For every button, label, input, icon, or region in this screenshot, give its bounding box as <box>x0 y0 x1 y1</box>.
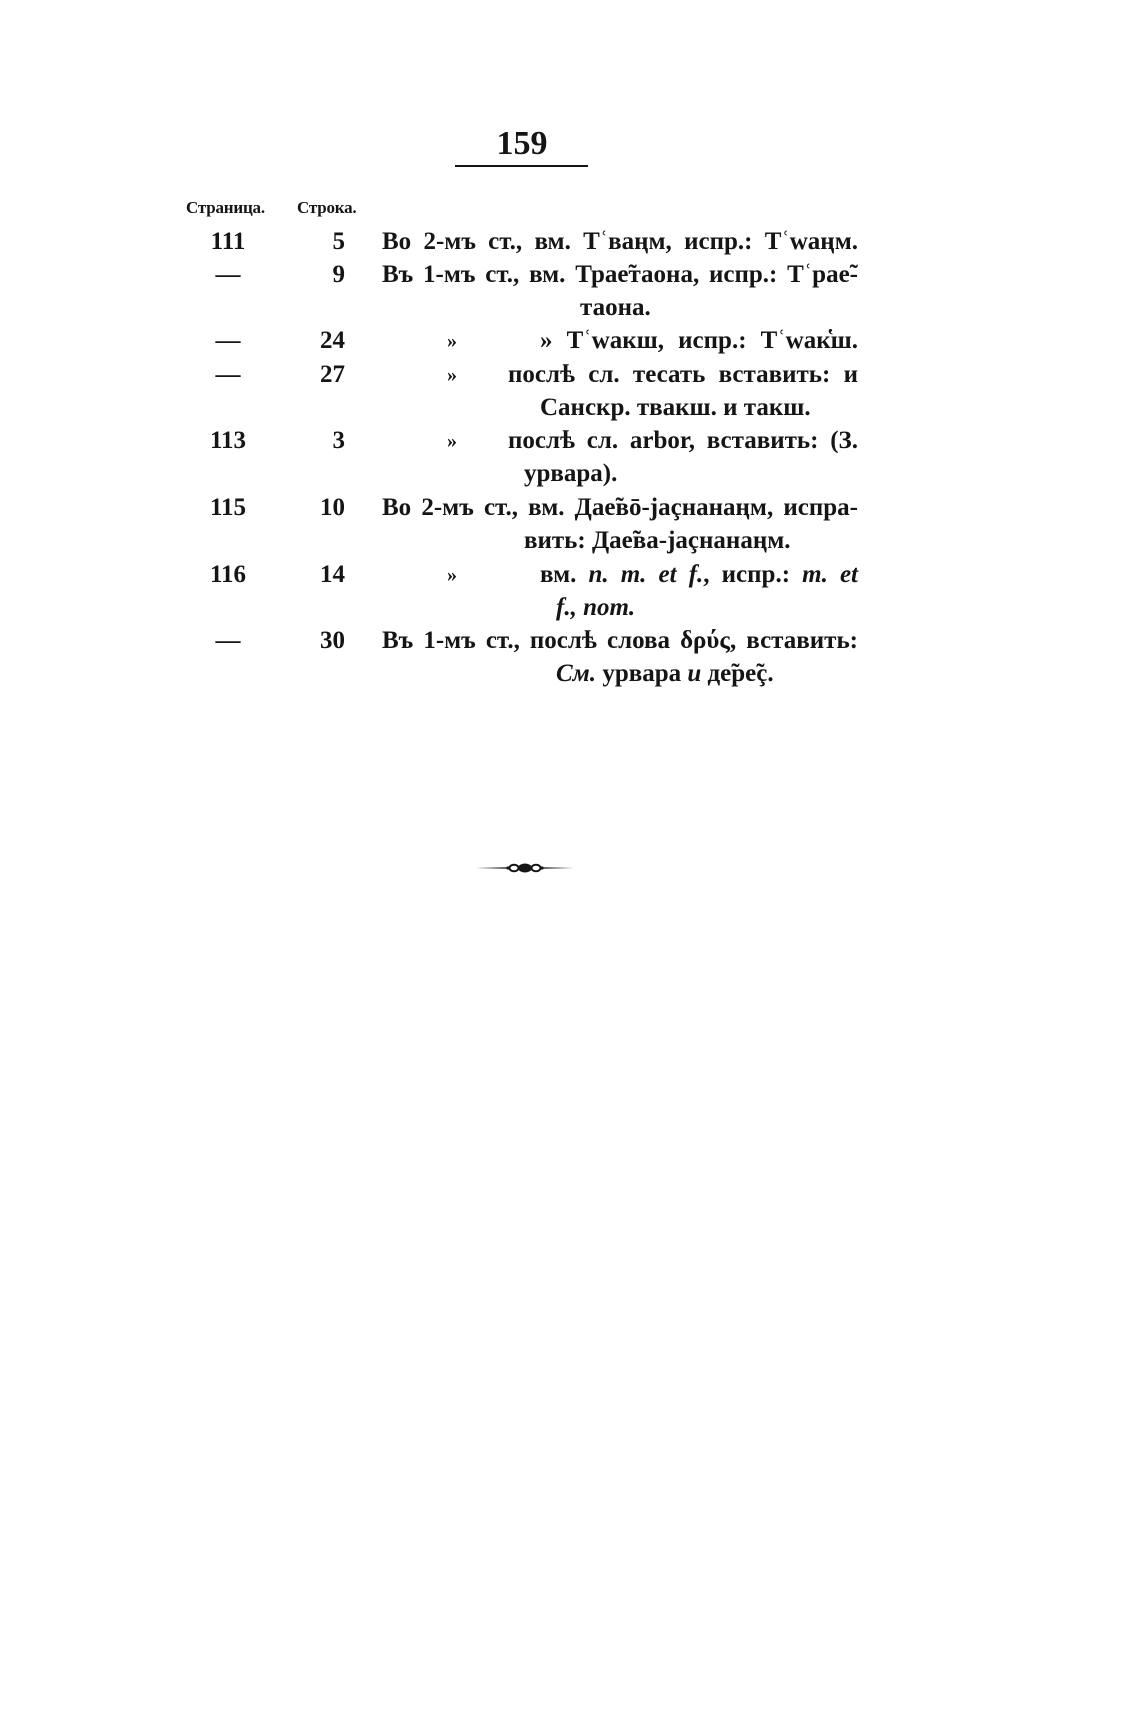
text-segment: де̃ре̃ç. <box>701 660 774 687</box>
text-segment: урвара <box>596 660 688 687</box>
italic-segment: m. et <box>802 561 858 588</box>
line-ref: 14 <box>320 561 345 588</box>
text-segment: , испр.: <box>703 561 803 588</box>
column-header-line: Строка. <box>297 198 357 217</box>
line-ref: 27 <box>320 361 345 388</box>
text-segment: вм. <box>540 561 589 588</box>
italic-segment: и <box>687 660 702 687</box>
correction-line <box>540 324 858 358</box>
correction-line-continued <box>524 524 791 558</box>
text-segment: урвара). <box>524 460 618 487</box>
line-ref: 10 <box>320 494 345 521</box>
ornament-divider <box>470 855 580 881</box>
errata-row <box>0 258 1140 328</box>
errata-row <box>0 491 1140 561</box>
correction-line <box>382 225 858 259</box>
errata-row <box>0 558 1140 628</box>
text-segment: послѣ сл. тесать вставить: и <box>508 361 858 388</box>
page-number: 159 <box>496 125 548 162</box>
correction-line <box>508 358 858 392</box>
errata-row <box>0 358 1140 428</box>
line-ref: 9 <box>332 261 345 288</box>
italic-segment: n. m. et f. <box>588 561 704 588</box>
text-segment: Въ 1-мъ ст., послѣ слова δρύς, вставить: <box>382 627 858 654</box>
column-header-page: Страница. <box>186 198 265 217</box>
text-segment: Во 2-мъ ст., вм. Дае̃вō-jаçнанаңм, испра- <box>382 494 858 521</box>
page-ref: — <box>215 327 241 354</box>
page-ref: — <box>215 627 241 654</box>
page-ref: 115 <box>209 494 247 521</box>
text-segment: послѣ сл. arbor, вставить: (З. <box>508 427 858 454</box>
line-ref: 3 <box>332 427 345 454</box>
correction-line <box>508 424 858 458</box>
ditto-mark: » <box>447 364 457 386</box>
errata-row <box>0 624 1140 694</box>
correction-line-continued <box>540 391 811 425</box>
text-segment: Въ 1-мъ ст., вм. Трае̃таона, испр.: Тʿрае̃- <box>382 261 858 288</box>
correction-line <box>382 491 858 525</box>
page-ref: — <box>215 361 241 388</box>
ditto-mark: » <box>447 330 457 352</box>
errata-row <box>0 424 1140 494</box>
correction-line <box>382 624 858 658</box>
italic-segment: См. <box>556 660 597 687</box>
correction-line <box>382 258 858 292</box>
page-ref: — <box>215 261 241 288</box>
text-segment: » Тʿwакш, испр.: Тʿwак̔ш. <box>540 327 858 354</box>
text-segment: вить: Дае̃ва-jаçнанаңм. <box>524 527 791 554</box>
italic-segment: f., nom. <box>556 594 636 621</box>
correction-line-continued <box>524 457 617 491</box>
text-segment: Санскр. твакш. и такш. <box>540 394 811 421</box>
ditto-mark: » <box>447 430 457 452</box>
page-ref: 116 <box>209 561 247 588</box>
correction-line-continued <box>580 291 651 325</box>
page-ref: 111 <box>210 228 246 255</box>
page-number-rule <box>455 165 588 167</box>
ditto-mark: » <box>447 564 457 586</box>
text-segment: Во 2-мъ ст., вм. Тʿваңм, испр.: Тʿwaңм. <box>382 228 858 255</box>
correction-line <box>540 558 858 592</box>
text-segment: таона. <box>580 294 651 321</box>
correction-line-continued <box>556 591 635 625</box>
correction-line-continued <box>556 657 774 691</box>
line-ref: 5 <box>332 228 345 255</box>
line-ref: 30 <box>320 627 345 654</box>
line-ref: 24 <box>320 327 345 354</box>
page-ref: 113 <box>209 427 247 454</box>
